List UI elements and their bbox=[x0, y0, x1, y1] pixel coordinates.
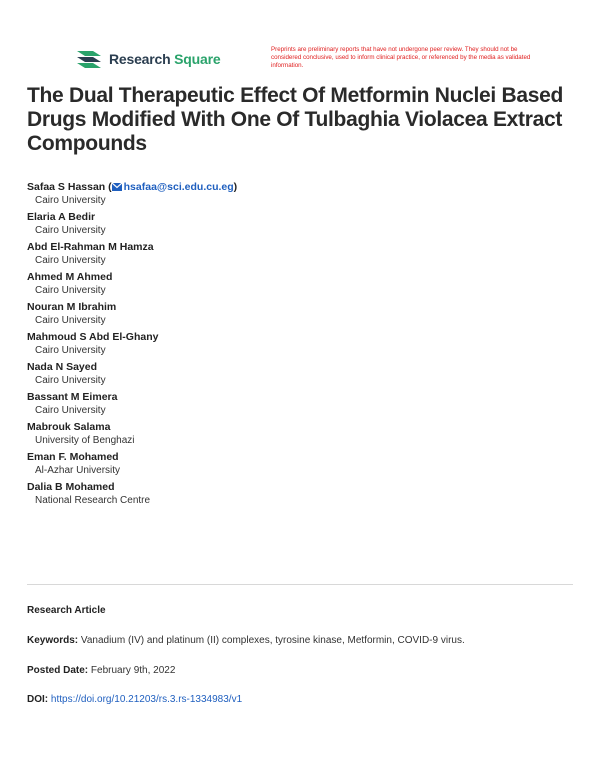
author-name: Nada N Sayed bbox=[27, 361, 98, 373]
email-address: hsafaa@sci.edu.cu.eg bbox=[123, 181, 234, 193]
research-square-logo[interactable] bbox=[75, 46, 220, 72]
author-name: Safaa S Hassan bbox=[27, 181, 106, 193]
author-entry bbox=[27, 480, 572, 508]
author-entry bbox=[27, 390, 572, 418]
author-name: Nouran M Ibrahim bbox=[27, 301, 117, 313]
email-close-paren: ) bbox=[233, 181, 238, 193]
keywords-label: Keywords: bbox=[27, 635, 79, 646]
section-divider bbox=[27, 584, 573, 585]
author-affiliation: National Research Centre bbox=[35, 495, 151, 506]
author-name: Elaria A Bedir bbox=[27, 211, 96, 223]
author-name: Bassant M Eimera bbox=[27, 391, 118, 403]
logo-word-square: Square bbox=[174, 51, 221, 67]
logo-word-research: Research bbox=[109, 51, 171, 67]
corresponding-email-link[interactable] bbox=[112, 181, 234, 193]
author-affiliation: Cairo University bbox=[35, 345, 106, 356]
article-type: Research Article bbox=[27, 605, 106, 616]
posted-date-value: February 9th, 2022 bbox=[90, 665, 176, 676]
author-entry bbox=[27, 300, 572, 328]
keywords-value: Vanadium (IV) and platinum (II) complexes, tyrosine kinase, Metformin, COVID-9 virus. bbox=[80, 635, 465, 646]
author-affiliation: Cairo University bbox=[35, 195, 106, 206]
doi-label: DOI: bbox=[27, 694, 49, 705]
doi-link[interactable]: https://doi.org/10.21203/rs.3.rs-1334983/v1 bbox=[50, 694, 243, 705]
author-name: Abd El-Rahman M Hamza bbox=[27, 241, 154, 253]
research-square-logo-icon bbox=[75, 48, 103, 70]
author-affiliation: Al-Azhar University bbox=[35, 465, 121, 476]
author-affiliation: Cairo University bbox=[35, 255, 106, 266]
author-list bbox=[27, 180, 572, 510]
author-affiliation: Cairo University bbox=[35, 285, 106, 296]
author-affiliation: University of Benghazi bbox=[35, 435, 135, 446]
author-name: Mahmoud S Abd El-Ghany bbox=[27, 331, 159, 343]
author-affiliation: Cairo University bbox=[35, 225, 106, 236]
author-entry bbox=[27, 270, 572, 298]
posted-date bbox=[27, 664, 573, 678]
preprint-disclaimer: Preprints are preliminary reports that have not undergone peer review. They should not be considered conclusive, used to inform clinical practice, or referenced by the media as validated information. bbox=[271, 46, 531, 69]
email-open-paren: ( bbox=[108, 181, 112, 193]
author-affiliation: Cairo University bbox=[35, 405, 106, 416]
author-corresponding bbox=[27, 180, 572, 208]
posted-date-label: Posted Date: bbox=[27, 665, 89, 676]
author-entry bbox=[27, 450, 572, 478]
author-name: Ahmed M Ahmed bbox=[27, 271, 113, 283]
author-entry bbox=[27, 210, 572, 238]
author-entry bbox=[27, 420, 572, 448]
author-name: Eman F. Mohamed bbox=[27, 451, 119, 463]
author-affiliation: Cairo University bbox=[35, 375, 106, 386]
paper-title: The Dual Therapeutic Effect Of Metformin Nuclei Based Drugs Modified With One Of Tulbaghia Violacea Extract Compounds bbox=[27, 84, 564, 155]
keywords bbox=[27, 634, 573, 648]
logo-wordmark bbox=[109, 51, 220, 67]
envelope-icon bbox=[112, 183, 122, 191]
author-name: Mabrouk Salama bbox=[27, 421, 111, 433]
author-entry bbox=[27, 330, 572, 358]
author-entry bbox=[27, 240, 572, 268]
author-name: Dalia B Mohamed bbox=[27, 481, 115, 493]
doi bbox=[27, 693, 573, 707]
author-affiliation: Cairo University bbox=[35, 315, 106, 326]
author-entry bbox=[27, 360, 572, 388]
